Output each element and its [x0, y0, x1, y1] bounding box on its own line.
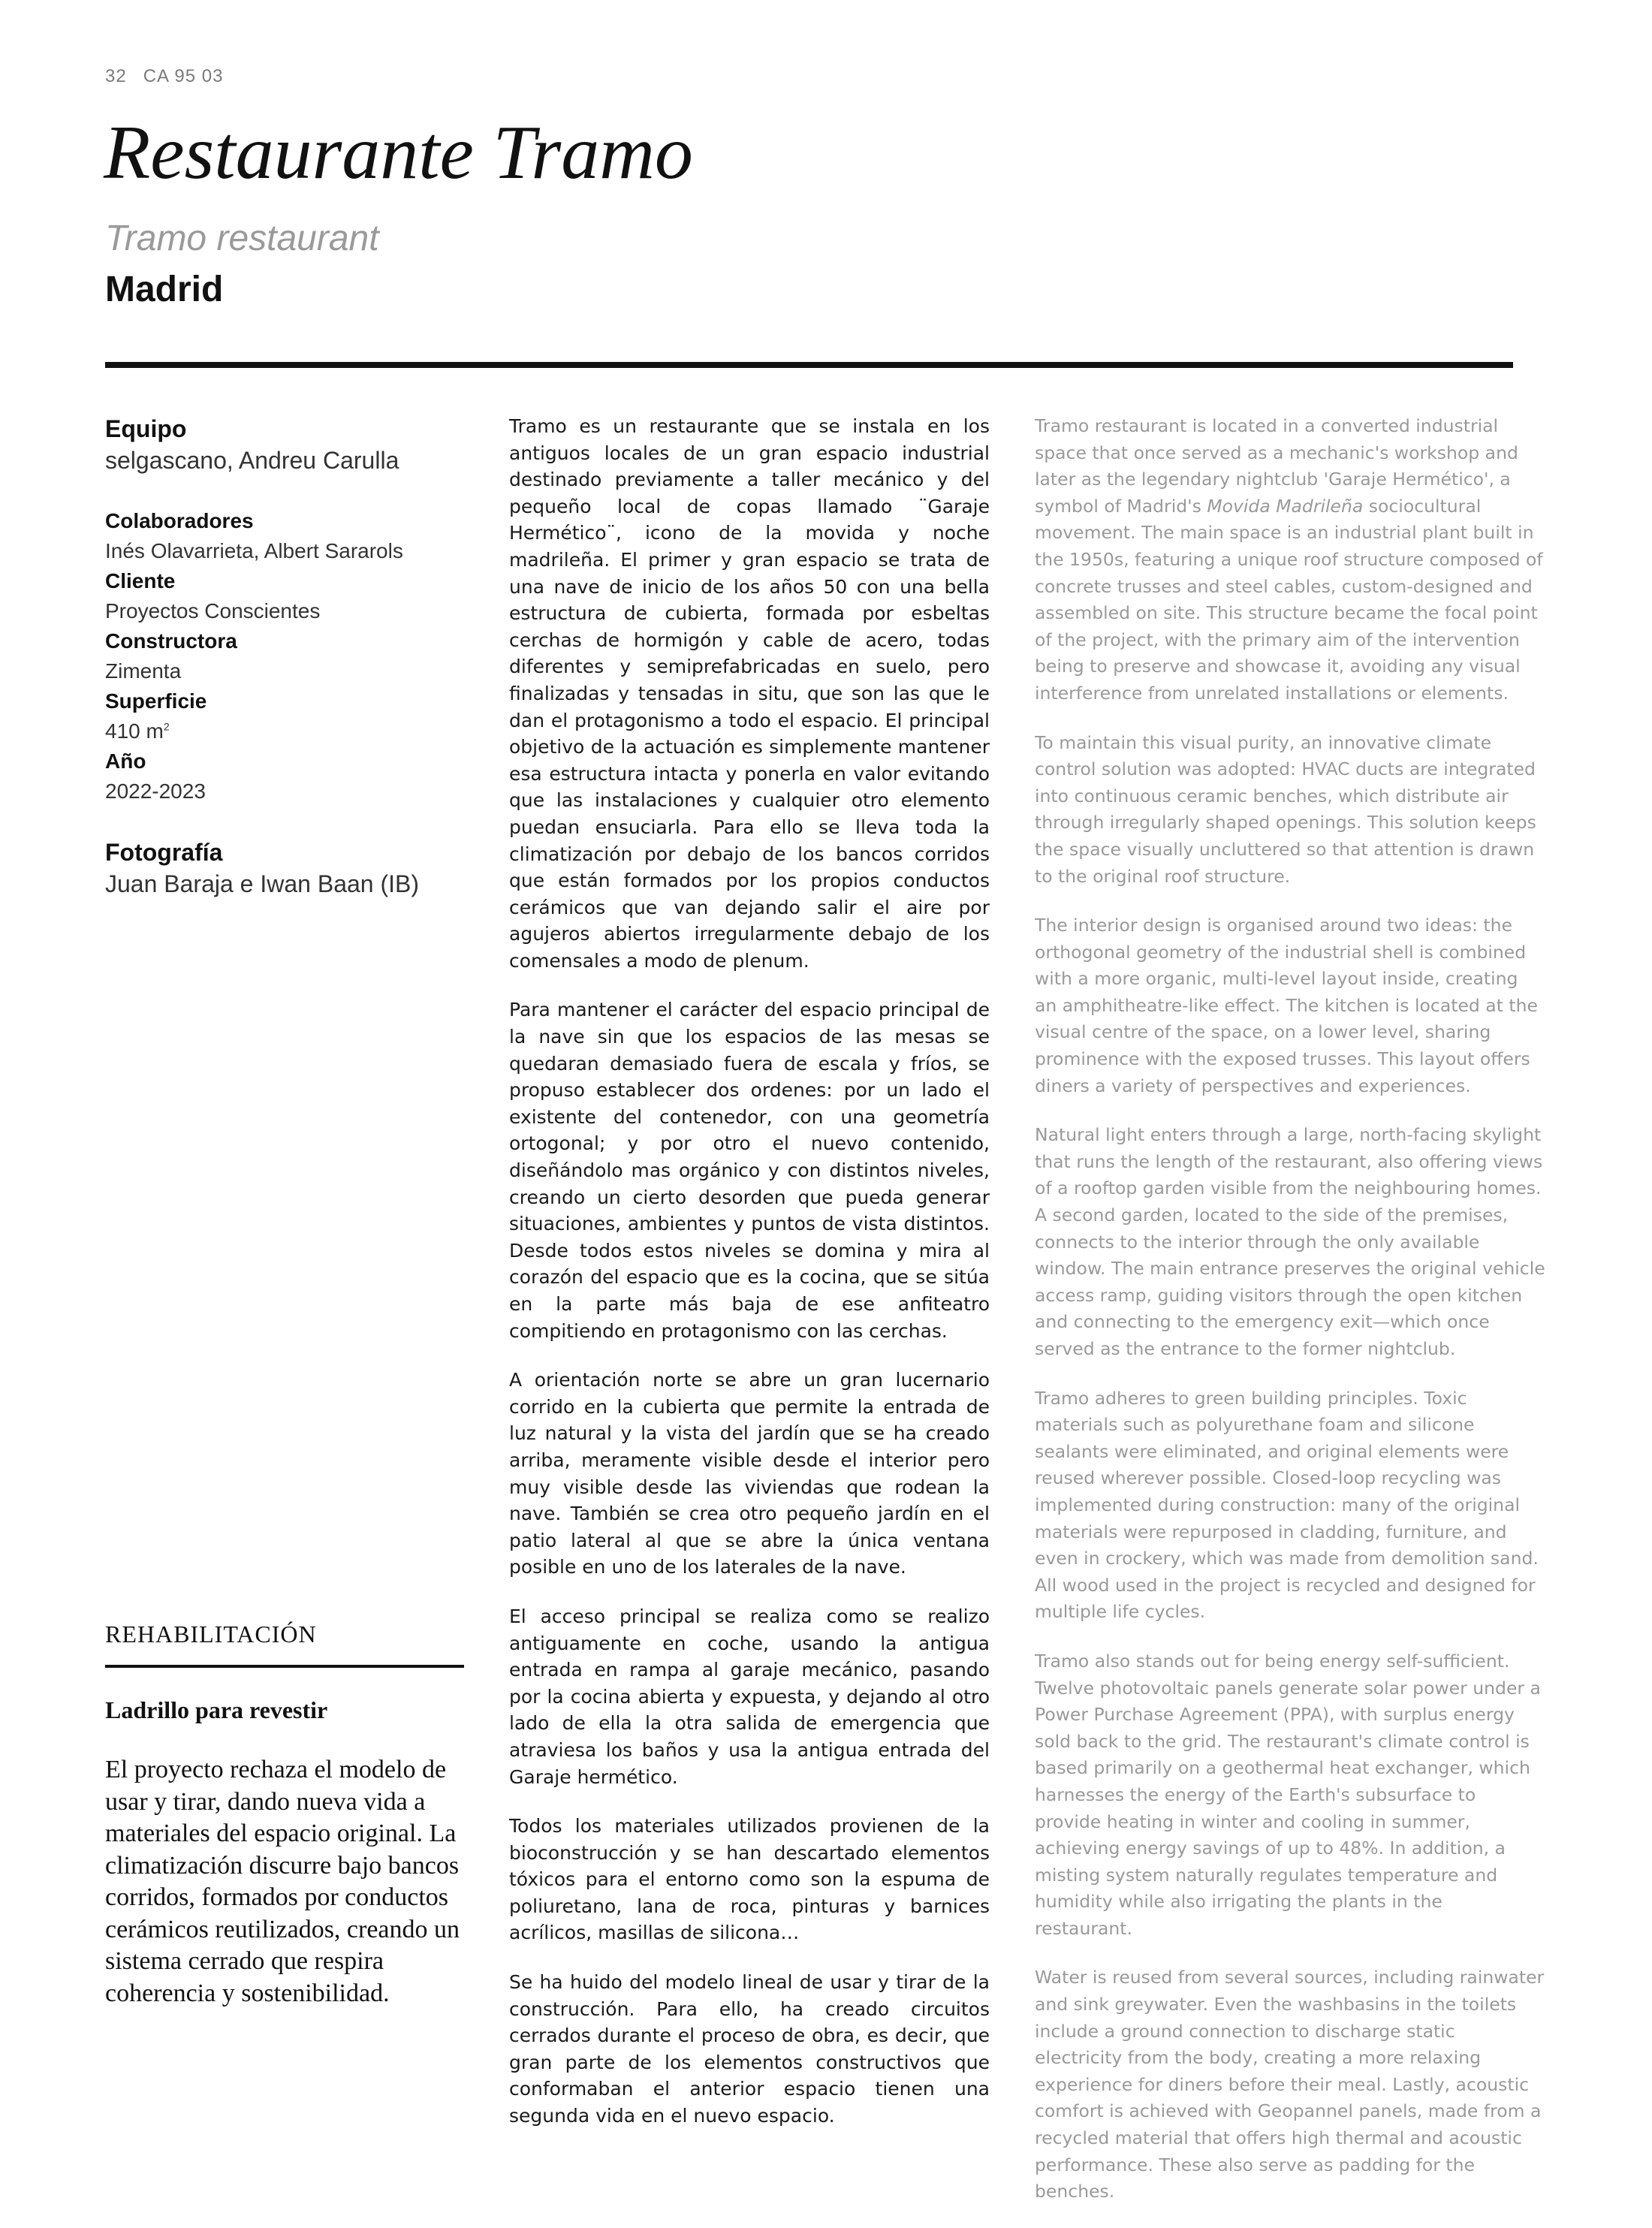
english-text: Tramo restaurant is located in a converted industrial space that once served as a mechanic's workshop and later as the legendary nightclub 'Garaje Hermético', a symbol of Madrid's [1035, 415, 1518, 517]
spanish-paragraph: Tramo es un restaurante que se instala en los antiguos locales de un gran espacio industrial destinado previamente a taller mecánico y del pequeño local de copas llamado ¨Garaje Hermético¨, icono de la movida y noche madrileña. El primer y gran espacio se trata de una nave de inicio de los años 50 con una bella estructura de cubierta, formada por esbeltas cerchas de hormigón y cable de acero, todas diferentes y semiprefabricadas en suelo, pero finalizadas y tensadas in situ, que son las que le dan el protagonismo a todo el espacio. El principal objetivo de la actuación es simplemente mantener esa estructura intacta y ponerla en valor evitando que las instalaciones y cualquier otro elemento puedan ensuciarla. Para ello se lleva toda la climatización por debajo de los bancos corridos que están formados por los propios conductos cerámicos que van dejando salir el aire por agujeros abiertos irregularmente debajo de los comensales a modo de plenum. [509, 415, 990, 972]
english-paragraph: Tramo adheres to green building principles. Toxic materials such as polyurethane foam and silicone sealants were eliminated, and original elements were reused wherever possible. Closed-loop recycling was implemented during construction: many of the original materials were repurposed in cladding, furniture, and even in crockery, which was made from demolition sand. All wood used in the project is recycled and designed for multiple life cycles. [1035, 1387, 1539, 1623]
credit-year [105, 746, 466, 806]
english-text: sociocultural movement. The main space is an industrial plant built in the 1950s, featuring a unique roof structure composed of concrete trusses and steel cables, custom-designed and assembled on site. This structure became the focal point of the project, with the primary aim of the intervention being to preserve and showcase it, avoiding any visual interference from unrelated installations or elements. [1035, 495, 1543, 704]
english-paragraph: Natural light enters through a large, north-facing skylight that runs the length of the restaurant, also offering views of a rooftop garden visible from the neighbouring homes. A second garden, located to the side of the premises, connects to the interior through the only available window. The main entrance preserves the original vehicle access ramp, guiding visitors through the open kitchen and connecting to the emergency exit—which once served as the entrance to the former nightclub. [1035, 1124, 1545, 1359]
english-paragraph: Tramo also stands out for being energy self-sufficient. Twelve photovoltaic panels generate solar power under a Power Purchase Agreement (PPA), with surplus energy sold back to the grid. The restaurant's climate control is based primarily on a geothermal heat exchanger, which harnesses the energy of the Earth's subsurface to provide heating in winter and cooling in summer, achieving energy savings of up to 48%. In addition, a misting system naturally regulates temperature and humidity while also irrigating the plants in the restaurant. [1035, 1650, 1541, 1939]
sidebar-subheading: Ladrillo para revestir [105, 1696, 328, 1723]
credit-client [105, 566, 466, 626]
credit-value: Juan Baraja e Iwan Baan (IB) [105, 870, 420, 897]
english-paragraph: The interior design is organised around two ideas: the orthogonal geometry of the industrial shell is combined with a more organic, multi-level layout inside, creating an amphitheatre-like effect. The kitchen is located at the visual centre of the space, on a lower level, sharing prominence with the exposed trusses. This layout offers diners a variety of perspectives and experiences. [1035, 915, 1538, 1096]
article-title: Restaurante Tramo [104, 110, 693, 195]
english-column [1035, 413, 1545, 2228]
spanish-paragraph: Se ha huido del modelo lineal de usar y tirar de la construcción. Para ello, ha creado circuitos cerrados durante el proceso de obra, es decir, que gran parte de los elementos constructivos que conformaban el anterior espacio tienen una segunda vida en el nuevo espacio. [509, 1971, 990, 2127]
sidebar-rehabilitation [105, 1621, 464, 2009]
credit-photography [105, 837, 466, 900]
credit-value: Inés Olavarrieta, Albert Sararols [105, 539, 403, 562]
credit-label: Superficie [105, 689, 207, 713]
english-paragraph: To maintain this visual purity, an innovative climate control solution was adopted: HVAC ducts are integrated into continuous ceramic benches, which distribute air through irregularly shaped openings. This solution keeps the space visually uncluttered so that attention is drawn to the original roof structure. [1035, 731, 1536, 887]
credit-value: 2022-2023 [105, 779, 206, 803]
credit-value [105, 716, 466, 746]
credit-label: Constructora [105, 629, 237, 653]
article-location: Madrid [105, 270, 224, 309]
english-paragraph: Water is reused from several sources, including rainwater and sink greywater. Even the washbasins in the toilets include a ground connection to discharge static electricity from the body, creating a more relaxing experience for diners before their meal. Lastly, acoustic comfort is achieved with Geopannel panels, made from a recycled material that offers high thermal and acoustic performance. These also serve as padding for the benches. [1035, 1967, 1545, 2202]
spanish-paragraph: Para mantener el carácter del espacio principal de la nave sin que los espacios de las mesas se quedaran demasiado fuera de escala y fríos, se propuso establecer dos ordenes: por un lado el existente del contenedor, con una geometría ortogonal; y por otro el nuevo contenido, diseñándolo mas orgánico y con distintos niveles, creando un cierto desorden que pueda generar situaciones, ambientes y puntos de vista distintos. Desde todos estos niveles se domina y mira al corazón del espacio que es la cocina, que se sitúa en la parte más baja de ese anfiteatro compitiendo en protagonismo con las cerchas. [509, 999, 990, 1342]
page-number: 32 [105, 66, 127, 86]
area-number: 410 m [105, 719, 164, 743]
credit-label: Colaboradores [105, 509, 254, 532]
credit-value: Proyectos Conscientes [105, 599, 321, 623]
credits-block [105, 413, 466, 930]
credit-value: selgascano, Andreu Carulla [105, 447, 399, 474]
issue-code: CA 95 03 [143, 66, 224, 86]
spanish-paragraph: El acceso principal se realiza como se realizo antiguamente en coche, usando la antigua entrada en rampa al garaje mecánico, pasando por la cocina abierta y expuesta, y dejando al otro lado de ella la otra salida de emergencia que atraviesa los baños y usa la antigua entrada del Garaje hermético. [509, 1605, 990, 1788]
article-subtitle: Tramo restaurant [105, 219, 379, 258]
spanish-paragraph: Todos los materiales utilizados provienen de la bioconstrucción y se han descartado elementos tóxicos para el entorno como son la espuma de poliuretano, lana de roca, pinturas y barnices acrílicos, masillas de silicona… [509, 1815, 990, 1944]
sidebar-heading: REHABILITACIÓN [105, 1621, 464, 1668]
spanish-column [509, 413, 990, 2152]
credit-label: Cliente [105, 569, 176, 592]
credit-builder [105, 626, 466, 686]
english-emphasis: Movida Madrileña [1207, 495, 1364, 517]
credit-label: Fotografía [105, 839, 223, 866]
page-header [105, 66, 240, 87]
sidebar-body: El proyecto rechaza el modelo de usar y tirar, dando nueva vida a materiales del espacio original. La climatización discurre bajo bancos corridos, formados por conductos cerámicos reutilizados, creando un sistema cerrado que respira coherencia y sostenibilidad. [105, 1756, 460, 2007]
spanish-paragraph: A orientación norte se abre un gran lucernario corrido en la cubierta que permite la entrada de luz natural y la vista del jardín que se ha creado arriba, meramente visible desde el interior pero muy visible desde las viviendas que rodean la nave. También se crea otro pequeño jardín en el patio lateral al que se abre la única ventana posible en uno de los laterales de la nave. [509, 1369, 990, 1578]
credit-team [105, 413, 466, 476]
credit-label: Año [105, 749, 146, 773]
area-unit-superscript: 2 [163, 720, 170, 733]
english-paragraph [1035, 413, 1545, 707]
credit-area [105, 686, 466, 746]
credit-collaborators [105, 506, 466, 566]
credit-value: Zimenta [105, 659, 182, 683]
credit-label: Equipo [105, 415, 187, 442]
header-divider [105, 362, 1513, 368]
